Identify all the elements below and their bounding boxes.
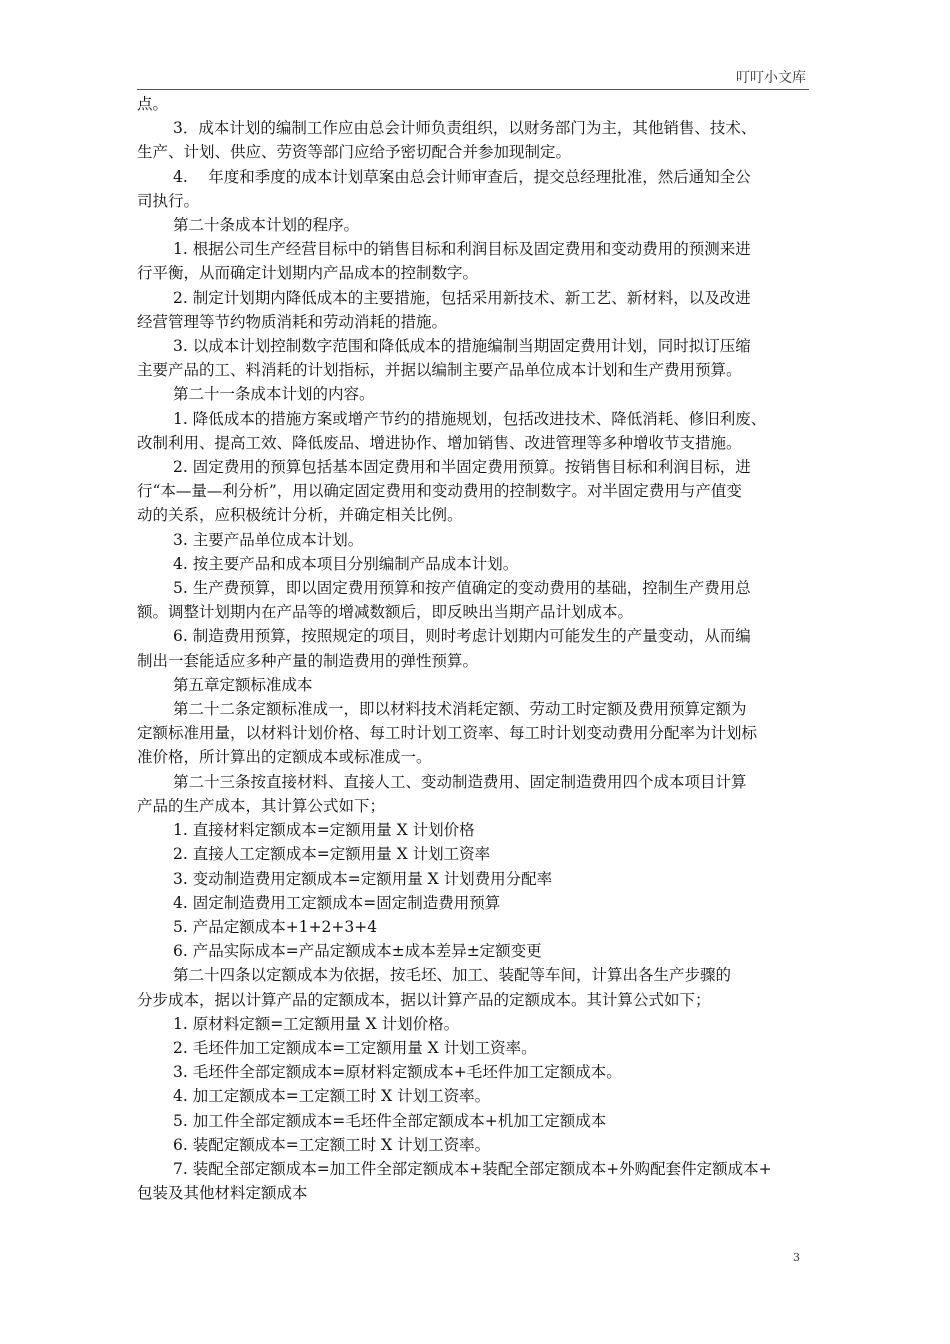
text-line: 第二十三条按直接材料、直接人工、变动制造费用、固定制造费用四个成本项目计算 [173,772,747,791]
text-line: 3. 变动制造费用定额成本=定额用量 X 计划费用分配率 [173,869,553,888]
text-line: 2. 制定计划期内降低成本的主要措施，包括采用新技术、新工艺、新材料，以及改进 [173,288,751,307]
text-line: 2. 毛坯件加工定额成本=工定额用量 X 计划工资率。 [173,1038,537,1057]
text-line: 5. 产品定额成本+1+2+3+4 [173,917,378,936]
text-line: 司执行。 [137,191,200,210]
text-line: 2. 固定费用的预算包括基本固定费用和半固定费用预算。按销售目标和利润目标，进 [173,458,751,477]
text-line: 1. 根据公司生产经营目标中的销售目标和利润目标及固定费用和变动费用的预测来进 [173,240,751,259]
text-line: 包装及其他材料定额成本 [137,1184,308,1203]
text-line: 7. 装配全部定额成本=加工件全部定额成本+装配全部定额成本+外购配套件定额成本+ [173,1159,772,1178]
text-line: 3. 毛坯件全部定额成本=原材料定额成本+毛坯件加工定额成本。 [173,1063,622,1082]
text-line: 4. 年度和季度的成本计划草案由总会计师审查后，提交总经理批准，然后通知全公 [173,167,751,186]
text-line: 4. 按主要产品和成本项目分别编制产品成本计划。 [173,554,519,573]
text-line: 5. 生产费预算，即以固定费用预算和按产值确定的变动费用的基础，控制生产费用总 [173,579,751,598]
header-divider [137,89,809,90]
text-line: 分步成本，据以计算产品的定额成本，据以计算产品的定额成本。其计算公式如下； [137,990,711,1009]
text-line: 主要产品的工、料消耗的计划指标，并据以编制主要产品单位成本计划和生产费用预算。 [137,361,742,380]
text-line: 3. 主要产品单位成本计划。 [173,530,364,549]
text-line: 6. 制造费用预算，按照规定的项目，则时考虑计划期内可能发生的产量变动，从而编 [173,627,751,646]
text-line: 第五章定额标准成本 [173,675,313,694]
text-line: 第二十二条定额标准成一，即以材料技术消耗定额、劳动工时定额及费用预算定额为 [173,700,747,719]
text-line: 经营管理等节约物质消耗和劳动消耗的措施。 [137,312,448,331]
header-title: 叮叮小文库 [736,70,806,86]
text-line: 第二十条成本计划的程序。 [173,216,360,235]
text-line: 6. 产品实际成本=产品定额成本±成本差异±定额变更 [173,942,542,961]
text-line: 2. 直接人工定额成本=定额用量 X 计划工资率 [173,845,491,864]
document-body [137,92,823,1205]
text-line: 6. 装配定额成本=工定额工时 X 计划工资率。 [173,1135,491,1154]
text-line: 准价格，所计算出的定额成本或标准成一。 [137,748,432,767]
text-line: 第二十四条以定额成本为依据，按毛坯、加工、装配等车间，计算出各生产步骤的 [173,966,732,985]
page-number: 3 [793,1251,800,1264]
text-line: 5. 加工件全部定额成本=毛坯件全部定额成本+机加工定额成本 [173,1111,607,1130]
text-line: 制出一套能适应多种产量的制造费用的弹性预算。 [137,651,479,670]
text-line: 行“本—量—利分析”，用以确定固定费用和变动费用的控制数字。对半固定费用与产值变 [137,482,742,501]
text-line: 4. 固定制造费用工定额成本=固定制造费用预算 [173,893,501,912]
text-line: 1. 原材料定额=工定额用量 X 计划价格。 [173,1014,460,1033]
text-line: 3. 以成本计划控制数字范围和降低成本的措施编制当期固定费用计划，同时拟订压缩 [173,337,751,356]
text-line: 改制利用、提高工效、降低废品、增进协作、增加销售、改进管理等多种增收节支措施。 [137,433,742,452]
text-line: 3．成本计划的编制工作应由总会计师负责组织，以财务部门为主，其他销售、技术、 [173,119,757,138]
text-line: 定额标准用量，以材料计划价格、每工时计划工资率、每工时计划变动费用分配率为计划标 [137,724,758,743]
text-line: 1. 降低成本的措施方案或增产节约的措施规划，包括改进技术、降低消耗、修旧利废、 [173,409,767,428]
text-line: 点。 [137,95,169,113]
text-line: 产品的生产成本，其计算公式如下； [137,796,386,815]
text-line: 行平衡，从而确定计划期内产品成本的控制数字。 [137,264,479,283]
text-line: 1. 直接材料定额成本=定额用量 X 计划价格 [173,821,475,840]
text-line: 4. 加工定额成本=工定额工时 X 计划工资率。 [173,1087,491,1106]
text-line: 生产、计划、供应、劳资等部门应给予密切配合并参加现制定。 [137,143,572,162]
text-line: 动的关系，应积极统计分析，并确定相关比例。 [137,506,463,525]
text-line: 第二十一条成本计划的内容。 [173,385,375,404]
text-line: 额。调整计划期内在产品等的增减数额后，即反映出当期产品计划成本。 [137,603,634,622]
